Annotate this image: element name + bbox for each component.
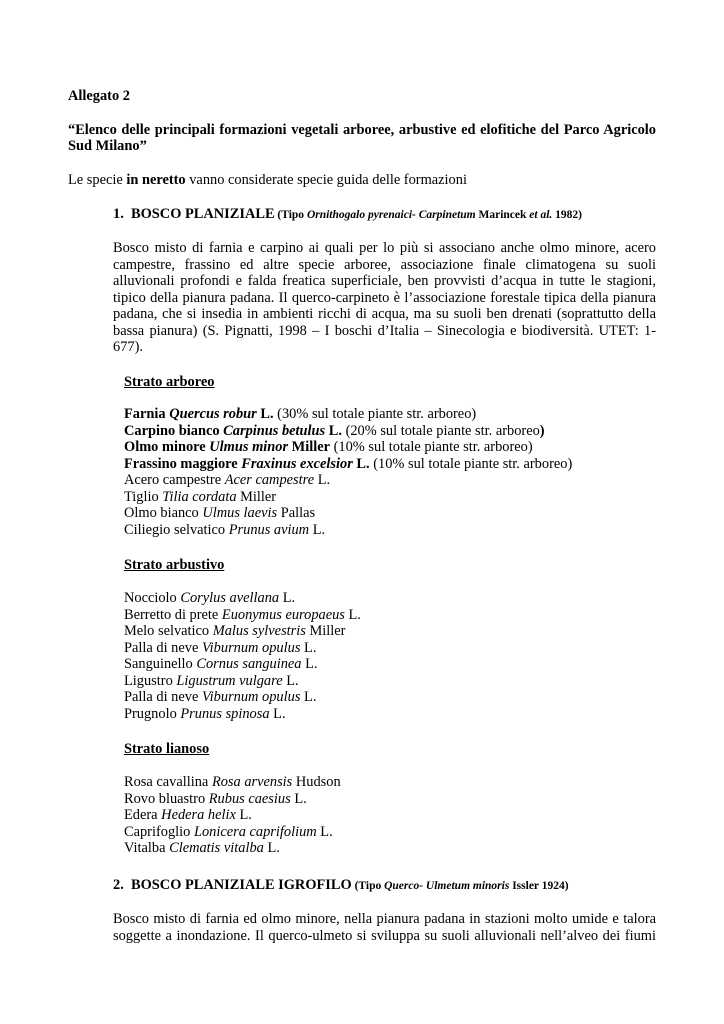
species-author: L. — [348, 606, 361, 623]
species-common-name: Frassino maggiore — [124, 455, 238, 472]
species-note: (30% sul totale piante str. arboreo) — [273, 406, 477, 422]
intro-bold-text: in neretto — [126, 172, 186, 188]
species-latin-name: Rosa arvensis — [211, 774, 293, 790]
species-author: L. — [304, 689, 317, 705]
species-row — [124, 456, 572, 473]
annex-label: Allegato 2 — [68, 88, 130, 104]
species-common-name: Palla di neve — [124, 639, 199, 656]
species-author: L. — [317, 472, 331, 488]
species-author: Miller — [291, 439, 331, 455]
species-list-arboreo — [124, 406, 572, 538]
paragraph-line: soggette a inondazione. Il querco-ulmeto si sviluppa su suoli alluvionali nell’alveo dei fiumi — [113, 927, 656, 944]
intro-note — [68, 172, 467, 189]
section-2-title: BOSCO PLANIZIALE IGROFILO — [131, 877, 352, 893]
paragraph-line: padana, che si insedia in ambienti ricchi di acqua, ma su suoli ben drenati (soprattutto della — [113, 306, 656, 322]
paragraph-line: campestre, frassino ed altre specie arboree, associazione finale climatogena su suoli — [113, 256, 656, 273]
species-author: L. — [239, 807, 252, 823]
stratum-title-arboreo: Strato arboreo — [124, 374, 215, 390]
species-row — [124, 791, 341, 808]
species-author: L. — [294, 790, 307, 807]
species-latin-name: Malus sylvestris — [212, 623, 306, 639]
species-row — [124, 656, 361, 673]
species-common-name: Vitalba — [124, 840, 166, 856]
paragraph-line: Bosco misto di farnia ed olmo minore, nella pianura padana in stazioni molto umide e talora — [113, 911, 656, 927]
intro-text: Le specie — [68, 172, 127, 188]
species-latin-name: Hedera helix — [161, 807, 236, 823]
species-common-name: Rosa cavallina — [124, 774, 209, 790]
species-note: (10% sul totale piante str. arboreo) — [330, 439, 533, 455]
species-latin-name: Prunus avium — [228, 521, 310, 538]
species-author: Miller — [309, 623, 346, 639]
species-latin-name: Ulmus minor — [209, 439, 289, 455]
species-common-name: Olmo minore — [124, 439, 206, 455]
stratum-title-arbustivo: Strato arbustivo — [124, 557, 225, 573]
species-latin-name: Tilia cordata — [162, 488, 237, 505]
species-common-name: Prugnolo — [124, 705, 177, 722]
paragraph-line: tipico della pianura padana. Il querco-carpineto è l’associazione forestale tipica della pianura — [113, 289, 656, 306]
section-1-year: 1982) — [552, 209, 582, 221]
species-latin-name: Ulmus laevis — [202, 505, 278, 521]
species-note: (20% sul totale piante str. arboreo — [341, 422, 540, 439]
species-author: L. — [305, 656, 318, 672]
species-latin-name: Carpinus betulus — [223, 422, 326, 439]
species-common-name: Caprifoglio — [124, 823, 191, 840]
paragraph-line: 677). — [113, 339, 143, 355]
species-row — [124, 472, 572, 489]
section-1-number: 1. — [113, 206, 124, 222]
section-2-paragraph — [113, 911, 656, 944]
species-latin-name: Euonymus europaeus — [221, 606, 345, 623]
section-1-author: Marincek — [475, 209, 530, 221]
section-1-heading — [113, 206, 582, 224]
species-row — [124, 807, 341, 824]
species-row — [124, 706, 361, 723]
species-common-name: Acero campestre — [124, 472, 222, 488]
species-note: (10% sul totale piante str. arboreo) — [369, 455, 573, 472]
species-common-name: Berretto di prete — [124, 606, 219, 623]
species-latin-name: Ligustrum vulgare — [176, 672, 283, 689]
species-common-name: Tiglio — [124, 488, 159, 505]
species-common-name: Edera — [124, 807, 158, 823]
species-list-arbustivo — [124, 590, 361, 722]
species-author: Miller — [240, 488, 277, 505]
paragraph-line: alluvionali profondi e falda freatica superficiale, ben provvisti d’acqua in tutte le stagioni, — [113, 273, 656, 289]
species-author: L. — [267, 840, 280, 856]
species-row — [124, 623, 361, 640]
species-common-name: Melo selvatico — [124, 623, 210, 639]
section-1-title: BOSCO PLANIZIALE — [131, 206, 275, 222]
species-latin-name: Viburnum opulus — [201, 639, 301, 656]
species-latin-name: Acer campestre — [224, 472, 315, 488]
species-common-name: Sanguinello — [124, 656, 193, 672]
species-latin-name: Clematis vitalba — [169, 840, 264, 856]
species-latin-name: Quercus robur — [169, 406, 257, 422]
species-author: Hudson — [295, 774, 341, 790]
section-2-heading — [113, 877, 569, 895]
species-latin-name: Viburnum opulus — [201, 689, 301, 705]
species-author: L. — [312, 521, 326, 538]
species-row — [124, 824, 341, 841]
species-row — [124, 689, 361, 706]
species-list-lianoso — [124, 774, 341, 857]
species-row — [124, 423, 572, 440]
document-title-line-1: “Elenco delle principali formazioni vegetali arboree, arbustive ed elofitiche del Parco Agricolo — [68, 122, 656, 138]
section-1-type-open: (Tipo — [274, 209, 307, 221]
species-author: Pallas — [280, 505, 316, 521]
intro-text-end: vanno considerate specie guida delle formazioni — [185, 172, 467, 188]
species-latin-name: Cornus sanguinea — [196, 656, 302, 672]
species-row — [124, 673, 361, 690]
stratum-title-lianoso: Strato lianoso — [124, 741, 210, 757]
species-common-name: Ligustro — [124, 672, 173, 689]
species-row — [124, 406, 572, 423]
species-row — [124, 439, 572, 456]
section-1-etal: et al. — [529, 209, 553, 221]
species-author: L. — [304, 639, 317, 656]
section-1-type-name: Ornithogalo pyrenaici- Carpinetum — [306, 209, 476, 221]
species-common-name: Ciliegio selvatico — [124, 521, 226, 538]
species-row — [124, 590, 361, 607]
section-2-type-open: (Tipo — [351, 880, 385, 892]
species-author: L. — [286, 672, 299, 689]
species-row — [124, 607, 361, 624]
species-row — [124, 840, 341, 857]
species-author: L. — [260, 406, 274, 422]
species-common-name: Carpino bianco — [124, 422, 220, 439]
species-row — [124, 505, 572, 522]
species-common-name: Olmo bianco — [124, 505, 199, 521]
species-latin-name: Rubus caesius — [208, 790, 291, 807]
document-title-line-2: Sud Milano” — [68, 138, 147, 154]
species-latin-name: Fraxinus excelsior — [241, 455, 353, 472]
species-note-close: ) — [539, 422, 545, 439]
section-2-type-name: Querco- Ulmetum minoris — [384, 880, 510, 892]
species-latin-name: Lonicera caprifolium — [193, 823, 317, 840]
section-2-author: Issler 1924) — [509, 880, 569, 892]
species-author: L. — [273, 705, 286, 722]
species-common-name: Farnia — [124, 406, 166, 422]
species-author: L. — [356, 455, 370, 472]
section-1-paragraph — [113, 240, 656, 356]
species-common-name: Palla di neve — [124, 689, 199, 705]
species-common-name: Rovo bluastro — [124, 790, 206, 807]
species-row — [124, 522, 572, 539]
species-row — [124, 774, 341, 791]
species-author: L. — [282, 590, 296, 606]
paragraph-line: Bosco misto di farnia e carpino ai quali per lo più si associano anche olmo minore, acero — [113, 240, 656, 256]
species-latin-name: Prunus spinosa — [180, 705, 270, 722]
species-common-name: Nocciolo — [124, 590, 177, 606]
species-author: L. — [328, 422, 342, 439]
species-latin-name: Corylus avellana — [180, 590, 280, 606]
section-2-number: 2. — [113, 877, 124, 893]
species-author: L. — [320, 823, 333, 840]
species-row — [124, 489, 572, 506]
species-row — [124, 640, 361, 657]
paragraph-line: bassa pianura) (S. Pignatti, 1998 – I boschi d’Italia – Sinecologia e biodiversità. UTET: 1- — [113, 322, 656, 339]
